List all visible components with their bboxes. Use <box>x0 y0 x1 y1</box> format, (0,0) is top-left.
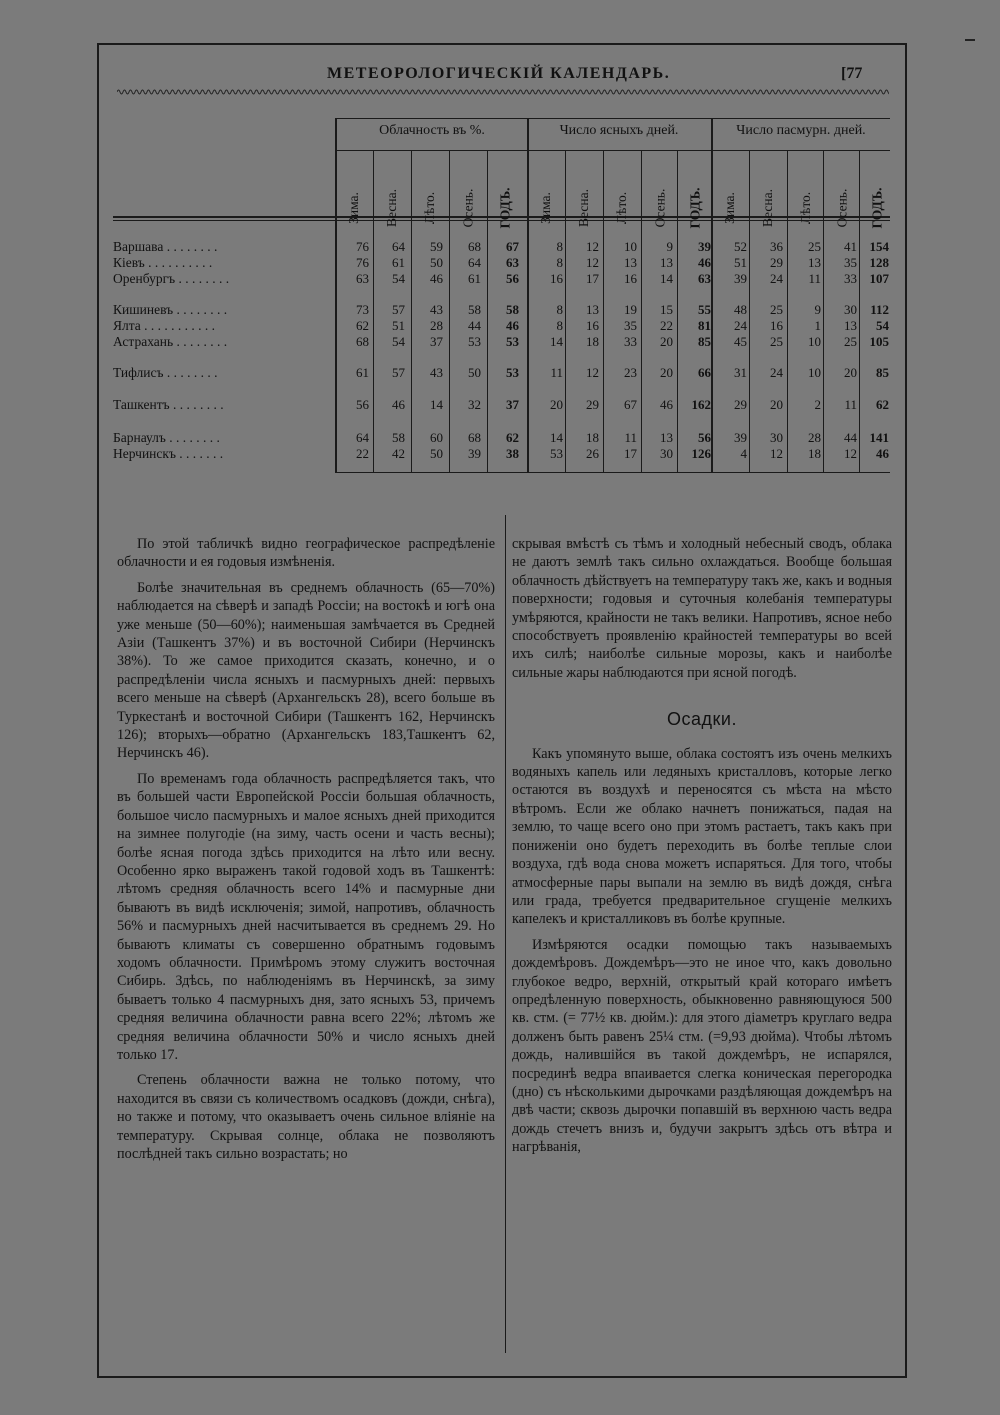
table-cell: 8 <box>556 318 563 333</box>
table-cell: 15 <box>660 302 673 317</box>
row-city: Ташкентъ . . . . . . . . <box>113 397 224 412</box>
table-cell: 30 <box>660 446 673 461</box>
table-cell: 56 <box>356 397 369 412</box>
table-cell: 20 <box>844 365 857 380</box>
table-cell: 29 <box>734 397 747 412</box>
wavy-rule <box>117 87 889 97</box>
group-header-rule <box>335 150 890 151</box>
table-cell: 68 <box>356 334 369 349</box>
row-city: Барнаулъ . . . . . . . . <box>113 430 220 445</box>
table-cell: 56 <box>698 430 711 445</box>
table-cell: 26 <box>586 446 599 461</box>
table-cell: 128 <box>869 255 889 270</box>
table-cell: 41 <box>844 239 857 254</box>
table-cell: 51 <box>392 318 405 333</box>
table-cell: 18 <box>808 446 821 461</box>
table-cell: 48 <box>734 302 747 317</box>
row-city: Ялта . . . . . . . . . . . <box>113 318 216 333</box>
table-cell: 14 <box>550 334 563 349</box>
season-header-label: Зима. <box>346 192 361 224</box>
table-cell: 8 <box>556 239 563 254</box>
season-header-label: ГОДЪ. <box>498 187 514 229</box>
table-cell: 20 <box>550 397 563 412</box>
table-cell: 18 <box>586 430 599 445</box>
table-cell: 35 <box>844 255 857 270</box>
table-cell: 64 <box>468 255 481 270</box>
table-cell: 54 <box>392 334 405 349</box>
table-cell: 13 <box>586 302 599 317</box>
table-cell: 67 <box>506 239 519 254</box>
right-text-column <box>512 535 892 1350</box>
table-cell: 50 <box>468 365 481 380</box>
table-cell: 44 <box>844 430 857 445</box>
table-cell: 68 <box>468 239 481 254</box>
running-title: МЕТЕОРОЛОГИЧЕСКІЙ КАЛЕНДАРЬ. <box>327 65 671 82</box>
table-cell: 154 <box>869 239 889 254</box>
table-cell: 62 <box>876 397 889 412</box>
table-cell: 1 <box>814 318 821 333</box>
table-cell: 25 <box>770 334 783 349</box>
season-header-label: ГОДЪ. <box>870 187 886 229</box>
table-cell: 68 <box>468 430 481 445</box>
table-cell: 30 <box>844 302 857 317</box>
table-cell: 25 <box>770 302 783 317</box>
table-cell: 67 <box>624 397 637 412</box>
table-cell: 39 <box>734 430 747 445</box>
table-cell: 23 <box>624 365 637 380</box>
table-cell: 46 <box>392 397 405 412</box>
table-cell: 12 <box>586 255 599 270</box>
table-cell: 30 <box>770 430 783 445</box>
table-cell: 62 <box>356 318 369 333</box>
table-cell: 22 <box>660 318 673 333</box>
table-cell: 35 <box>624 318 637 333</box>
table-cell: 9 <box>814 302 821 317</box>
table-cell: 14 <box>430 397 443 412</box>
group-header-overcast-days: Число пасмурн. дней. <box>736 123 866 138</box>
table-cell: 53 <box>506 365 519 380</box>
table-cell: 105 <box>869 334 889 349</box>
left-text-column <box>117 535 495 1350</box>
paragraph: Измѣряются осадки помощью такъ называемыхъ дождемѣровъ. Дождемѣръ—это не иное что, какъ довольно глубокое ведро, верхній, открытый край котораго имѣетъ опредѣленную поверхность, обыкновенно равняющуюся 500 кв. стм. (= 77½ кв. дюйм.): для этого діаметръ круглаго ведра долженъ быть равенъ 25¼ стм. (=9,93 дюйма). Чтобы лѣтомъ дождь, налившійся въ такой дождемѣръ, не испарялся, посрединѣ ведра впаивается слегка коническая перегородка (дно) съ нѣсколькими дырочками раздѣляющая дождемѣръ на двѣ части; сквозь дырочки попавшій въ верхнюю часть ведра дождь стечетъ внизъ и, будучи закрытъ здѣсь отъ вѣтра и нагрѣванія, <box>512 936 892 1156</box>
table-cell: 64 <box>392 239 405 254</box>
table-cell: 22 <box>356 446 369 461</box>
table-top-rule <box>335 118 890 119</box>
table-cell: 53 <box>506 334 519 349</box>
table-cell: 33 <box>624 334 637 349</box>
table-cell: 10 <box>624 239 637 254</box>
table-cell: 24 <box>770 365 783 380</box>
table-cell: 46 <box>660 397 673 412</box>
table-cell: 9 <box>666 239 673 254</box>
table-cell: 16 <box>586 318 599 333</box>
season-header-label: Весна. <box>575 189 591 227</box>
scan-mark <box>965 39 975 41</box>
table-cell: 52 <box>734 239 747 254</box>
table-cell: 29 <box>586 397 599 412</box>
table-cell: 57 <box>392 302 405 317</box>
table-cell: 44 <box>468 318 481 333</box>
calendar-page <box>97 43 907 1378</box>
table-cell: 11 <box>844 397 857 412</box>
paragraph: Болѣе значительная въ среднемъ облачность (65—70%) наблюдается на сѣверѣ и западѣ Россіи; на востокѣ и югѣ она уже меньше (50—60%); наименьшая замѣчается въ Средней Азіи (Ташкентъ 37%) и въ восточной Сибири (Нерчинскъ 38%). То же самое приходится сказать, конечно, и о распредѣленіи числа ясныхъ и пасмурныхъ дней: первыхъ всего меньше на сѣверѣ (Архангельскъ 28), всего больше въ Туркестанѣ и восточной Сибири (Ташкентъ 162, Нерчинскъ 126); вторыхъ—обратно (Архангельскъ 183,Ташкентъ 62, Нерчинскъ 46). <box>117 579 495 762</box>
table-cell: 57 <box>392 365 405 380</box>
table-cell: 55 <box>698 302 711 317</box>
season-header-label: Весна. <box>759 189 775 227</box>
row-city: Астрахань . . . . . . . . <box>113 334 228 349</box>
table-cell: 10 <box>808 334 821 349</box>
table-cell: 8 <box>556 255 563 270</box>
season-header-label: Лѣто. <box>614 191 629 225</box>
table-cell: 63 <box>356 271 369 286</box>
table-cell: 12 <box>770 446 783 461</box>
table-cell: 63 <box>698 271 711 286</box>
table-cell: 25 <box>808 239 821 254</box>
group-header-cloudiness: Облачность въ %. <box>379 123 485 138</box>
table-cell: 11 <box>808 271 821 286</box>
table-cell: 53 <box>468 334 481 349</box>
table-cell: 45 <box>734 334 747 349</box>
table-cell: 126 <box>691 446 711 461</box>
table-bottom-rule <box>335 472 890 473</box>
table-cell: 12 <box>844 446 857 461</box>
table-cell: 19 <box>624 302 637 317</box>
table-cell: 2 <box>814 397 821 412</box>
table-cell: 13 <box>660 430 673 445</box>
table-cell: 37 <box>506 397 519 412</box>
table-cell: 76 <box>356 255 369 270</box>
table-cell: 85 <box>698 334 711 349</box>
table-cell: 73 <box>356 302 369 317</box>
table-cell: 112 <box>870 302 889 317</box>
table-cell: 58 <box>506 302 519 317</box>
table-cell: 50 <box>430 255 443 270</box>
table-cell: 16 <box>624 271 637 286</box>
table-cell: 31 <box>734 365 747 380</box>
table-cell: 20 <box>660 365 673 380</box>
table-cell: 62 <box>506 430 519 445</box>
table-cell: 13 <box>808 255 821 270</box>
table-cell: 37 <box>430 334 443 349</box>
table-cell: 50 <box>430 446 443 461</box>
paragraph: По этой табличкѣ видно географическое распредѣленіе облачности и ея годовыя измѣненія. <box>117 536 495 571</box>
table-cell: 162 <box>691 397 711 412</box>
table-cell: 8 <box>556 302 563 317</box>
season-header-label: Осень. <box>652 188 667 228</box>
table-cell: 38 <box>506 446 519 461</box>
table-cell: 24 <box>770 271 783 286</box>
row-city: Варшава . . . . . . . . <box>113 239 218 254</box>
season-header-label: Лѣто. <box>422 191 437 225</box>
table-cell: 56 <box>506 271 519 286</box>
table-cell: 20 <box>660 334 673 349</box>
table-cell: 85 <box>876 365 889 380</box>
table-cell: 46 <box>698 255 711 270</box>
table-cell: 17 <box>586 271 599 286</box>
table-cell: 46 <box>430 271 443 286</box>
table-cell: 12 <box>586 239 599 254</box>
table-cell: 76 <box>356 239 369 254</box>
table-cell: 61 <box>356 365 369 380</box>
table-cell: 58 <box>392 430 405 445</box>
table-cell: 61 <box>468 271 481 286</box>
table-cell: 14 <box>550 430 563 445</box>
table-cell: 141 <box>869 430 889 445</box>
row-city: Оренбургъ . . . . . . . . <box>113 271 230 286</box>
table-cell: 58 <box>468 302 481 317</box>
page-number: [77 <box>841 65 863 82</box>
table-cell: 43 <box>430 302 443 317</box>
table-cell: 54 <box>876 318 889 333</box>
season-header-label: Осень. <box>460 188 475 228</box>
table-cell: 20 <box>770 397 783 412</box>
season-header-label: Зима. <box>538 192 553 224</box>
table-cell: 16 <box>770 318 783 333</box>
table-cell: 18 <box>586 334 599 349</box>
table-cell: 81 <box>698 318 711 333</box>
season-header-label: Осень. <box>834 188 849 228</box>
table-cell: 29 <box>770 255 783 270</box>
group-header-clear-days: Число ясныхъ дней. <box>559 123 679 138</box>
table-cell: 11 <box>550 365 563 380</box>
table-cell: 28 <box>808 430 821 445</box>
row-city: Тифлисъ . . . . . . . . <box>113 365 218 380</box>
table-cell: 59 <box>430 239 443 254</box>
table-cell: 14 <box>660 271 673 286</box>
table-cell: 32 <box>468 397 481 412</box>
paragraph: По временамъ года облачность распредѣляется такъ, что въ большей части Европейской Россіи большая облачность, большое число пасмурныхъ и малое ясныхъ дней приходится на зимнее полугодіе (на зиму, часть осени и часть весны); болѣе ясная погода здѣсь приходится на лѣто или весну. Особенно ярко выраженъ такой годовой ходъ въ Ташкентѣ: лѣтомъ средняя облачность всего 14% и пасмурные дни бываютъ въ видѣ исключенія; зимой, напротивъ, облачность 56% и пасмурныхъ дней насчитывается въ среднемъ 29. Но бываютъ климаты съ совершенно обратнымъ годовымъ ходомъ облачности. Примѣромъ этому служитъ восточная Сибирь. Здѣсь, по наблюденіямъ въ Нерчинскѣ, за зиму бываетъ только 4 пасмурныхъ дня, зато ясныхъ 53, причемъ средняя величина облачности равна всего 22%; лѣтомъ же средняя величина облачности 50% и число ясныхъ дней только 17. <box>117 770 495 1063</box>
table-cell: 43 <box>430 365 443 380</box>
paragraph: скрывая вмѣстѣ съ тѣмъ и холодный небесный сводъ, облака не даютъ землѣ такъ сильно охлаждаться. Вообще большая облачность дѣйствуетъ на температуру такъ же, какъ и водныя поверхности; годовыя и суточныя колебанія температуры умѣряются, крайности не такъ велики. Напротивъ, ясное небо способствуетъ проявленію крайностей температуры во всей ихъ силѣ; наиболѣе сильные морозы, какъ и наиболѣе сильные жары наблюдаются при ясной погодѣ. <box>512 536 892 681</box>
table-cell: 24 <box>734 318 747 333</box>
table-cell: 46 <box>876 446 889 461</box>
row-city: Нерчинскъ . . . . . . . <box>113 446 224 461</box>
table-cell: 13 <box>624 255 637 270</box>
paragraph: Какъ упомянуто выше, облака состоятъ изъ очень мелкихъ водяныхъ капель или ледяныхъ кристалловъ, которые легко остаются въ воздухѣ и переносятся съ мѣста на мѣсто вѣтромъ. Если же облако начнетъ понижаться, падая на землю, то чаще всего оно при этомъ растаетъ, такъ какъ при пониженіи оно будетъ переходить въ болѣе теплые слои воздуха, гдѣ вода снова можетъ испаряться. Для того, чтобы атмосферные пары выпали на землю въ видѣ дождя, снѣга или града, требуется предварительное сгущеніе мелкихъ капелекъ и кристалликовъ въ болѣе крупные. <box>512 745 892 928</box>
season-header-label: Лѣто. <box>798 191 813 225</box>
table-cell: 46 <box>506 318 519 333</box>
table-cell: 66 <box>698 365 711 380</box>
table-cell: 51 <box>734 255 747 270</box>
table-cell: 4 <box>740 446 747 461</box>
season-header-label: Весна. <box>383 189 399 227</box>
table-cell: 16 <box>550 271 563 286</box>
table-cell: 10 <box>808 365 821 380</box>
table-cell: 13 <box>660 255 673 270</box>
table-cell: 42 <box>392 446 405 461</box>
table-cell: 13 <box>844 318 857 333</box>
table-cell: 39 <box>698 239 711 254</box>
column-divider <box>505 515 506 1353</box>
table-cell: 28 <box>430 318 443 333</box>
table-cell: 17 <box>624 446 637 461</box>
table-cell: 53 <box>550 446 563 461</box>
season-header-label: Зима. <box>722 192 737 224</box>
table-cell: 64 <box>356 430 369 445</box>
season-header-label: ГОДЪ. <box>688 187 704 229</box>
table-cell: 60 <box>430 430 443 445</box>
table-cell: 12 <box>586 365 599 380</box>
table-cell: 107 <box>869 271 889 286</box>
table-cell: 33 <box>844 271 857 286</box>
table-cell: 54 <box>392 271 405 286</box>
table-cell: 36 <box>770 239 783 254</box>
table-cell: 39 <box>734 271 747 286</box>
table-cell: 63 <box>506 255 519 270</box>
section-heading: Осадки. <box>667 709 737 730</box>
paragraph: Степень облачности важна не только потому, что находится въ связи съ количествомъ осадковъ (дожди, снѣга), но также и потому, что оказываетъ очень сильное вліяніе на температуру. Скрывая солнце, облака не позволяютъ послѣдней такъ сильно возрастать; но <box>117 1072 495 1162</box>
table-cell: 25 <box>844 334 857 349</box>
row-city: Кіевъ . . . . . . . . . . <box>113 255 213 270</box>
table-cell: 39 <box>468 446 481 461</box>
table-cell: 61 <box>392 255 405 270</box>
row-city: Кишиневъ . . . . . . . . <box>113 302 228 317</box>
table-cell: 11 <box>624 430 637 445</box>
